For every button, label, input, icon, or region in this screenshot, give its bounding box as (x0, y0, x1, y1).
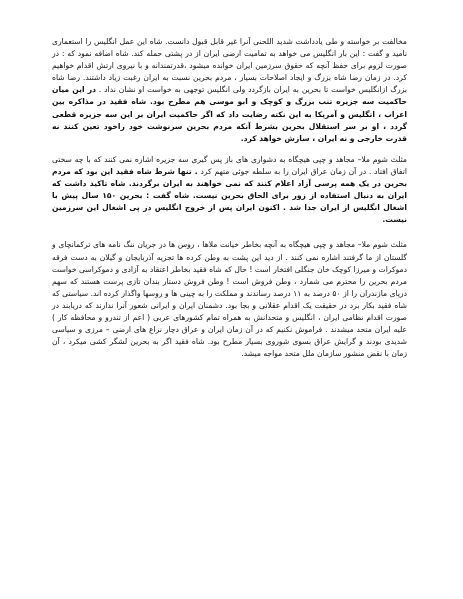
paragraph-1 (52, 36, 407, 145)
paragraph-3 (52, 239, 407, 360)
paragraph-2-bold-text: . تنها شرط شاه فقید این بود که مردم بحرین در یک همه پرسی آزاد اعلام کنند که نمی خواهند به ایران برگردند. شاه تاکید داشت که ایران به دنبال استفاده از زور برای الحاق بحرین نیست. شاه گفت : بحرین ۱۵۰ سال پیش با اشغال انگلیس از ایران جدا شد . اکنون ایران پس از خروج انگلیس در پی اشغال این سرزمین نیست. (52, 166, 407, 225)
paragraph-3-text: مثلث شوم ملا– مجاهد و چپی هیچگاه به آنچه بخاطر خیانت ملاها ، روس ها در جریان ننگ نامه های ترکمانچای و گلستان از ما گرفتند اشاره نمی کنند . از دید این پشت به وطن کرده ها تجزیه آذربایجان و گیلان به دست فرقه دموکرات و میرزا کوچک خان جنگلی افتخار است ! حال که شاه فقید بخاطر اعتقاد به آزادی و دموکراسی خواست مردم بحرین را محترم می شمارد ، وطن فروش است ! وطن فروش دستار بندان تازی پرست هستند که سهم دریای مازندران را از ۵۰ درصد به ۱۱ درصد رساندند و مملکت را به چینی ها و روسها واگذار کرده اند. سیاستی که شاه فقید بکار برد در حقیقت یک اقدام عقلانی و بجا بود. دشمنان ایران و ایرانی شعور آنرا ندارند که دریابند در صورت اقدام نظامی ایران ، انگلیس و متحدانش به همراه تمام کشورهای عربی ( اعم از تندرو و محافظه کار ) علیه ایران متحد میشدند . فراموش نکنیم که در آن زمان ایران و عراق دچار نزاع های ارضی – مرزی و سیاسی شدیدی بودند و گرایش عراق بسوی شوروی بسیار مطرح بود. شاه فقید اگر به بحرین لشگر کشی میکرد ، آن زمان با نقض منشور سازمان ملل متحد مواجه میشد. (52, 240, 407, 359)
paragraph-2-text: مثلث شوم ملا– مجاهد و چپی هیچگاه به دشواری های باز پس گیری سه جزیره اشاره نمی کنند که با چه سختی اتفاق افتاد . در آن زمان عراق ایران را به سلطه جوئی متهم کرد (52, 154, 407, 176)
paragraph-1-bold-text: در این میان حاکمیت سه جزیره تنب بزرگ و کوچک و ابو موسی هم مطرح بود. شاه فقید در مذاکره بین اعراب ، انگلیس و آمریکا به این نکته رضایت داد که اگر حاکمیت ایران بر این سه جزیره قطعی گردد ، او بر سر استقلال بحرین بشرط آنکه مردم بحرین سرنوشت خود راخود تعین کنند نه قدرت خارجی و نه ایران ، سازش خواهد کرد. (52, 85, 407, 143)
paragraph-1-text: مخالفت بر خواسته و طی یادداشت شدید اللحنی آنرا غیر قابل قبول دانست. شاه این عمل انگلیس را استعماری نامید و گفت : این بار انگلیس می خواهد به تمامیت ارضی ایران از در پشتی حمله کند. شاه اضافه نمود که : در صورت لزوم برای حفظ آنچه که حقوق سرزمین ایران خوانده میشود ،قدرتمندانه و با نیروی ارتش اقدام خواهیم کرد. در زمان رضا شاه بزرگ و ایجاد اصلاحات بسیار ، مردم بحرین نسبت به ایران رغبت زیاد داشتند. رضا شاه بزرگ ازانگلیس خواست تا بحرین به ایران بازگردد ولی انگلیس توجهی به خواست او نشان نداد . (52, 37, 407, 95)
paragraph-2 (52, 154, 407, 227)
